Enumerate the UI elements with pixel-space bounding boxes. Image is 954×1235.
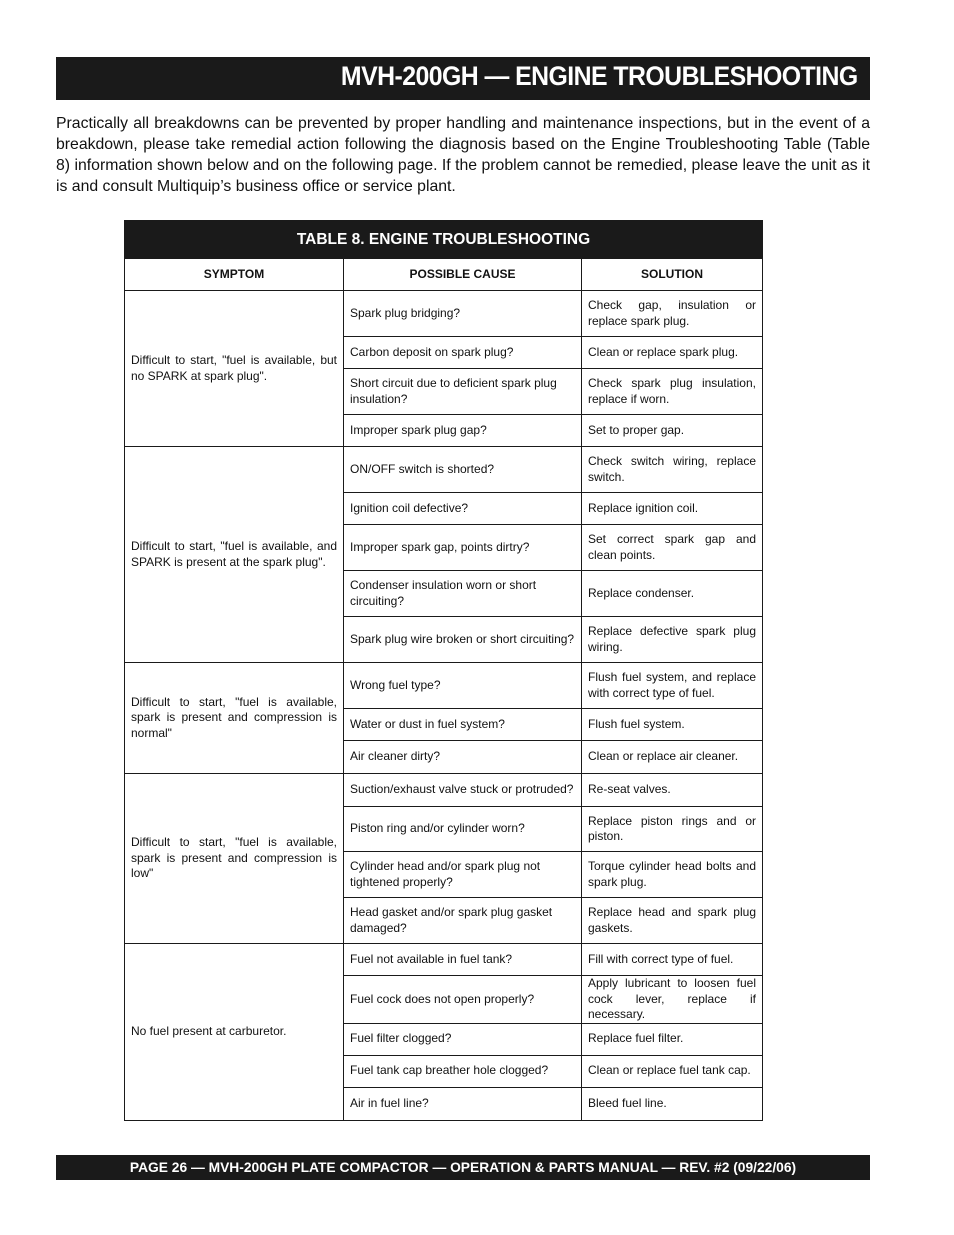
- solution-cell: Apply lubricant to loosen fuel cock lever, replace if necessary.: [582, 976, 763, 1024]
- page-title: MVH-200GH — ENGINE TROUBLESHOOTING: [341, 61, 858, 91]
- page-footer: PAGE 26 — MVH-200GH PLATE COMPACTOR — OPERATION & PARTS MANUAL — REV. #2 (09/22/06): [56, 1155, 870, 1180]
- symptom-cell: Difficult to start, "fuel is available, spark is present and compression is normal": [125, 663, 344, 774]
- symptom-cell: Difficult to start, "fuel is available, and SPARK is present at the spark plug".: [125, 447, 344, 663]
- cause-cell: Suction/exhaust valve stuck or protruded?: [344, 774, 582, 807]
- solution-cell: Flush fuel system, and replace with correct type of fuel.: [582, 663, 763, 709]
- cause-cell: Fuel cock does not open properly?: [344, 976, 582, 1024]
- cause-cell: Fuel tank cap breather hole clogged?: [344, 1055, 582, 1087]
- solution-cell: Clean or replace fuel tank cap.: [582, 1055, 763, 1087]
- solution-cell: Flush fuel system.: [582, 709, 763, 741]
- cause-cell: Wrong fuel type?: [344, 663, 582, 709]
- cause-cell: Short circuit due to deficient spark plug insulation?: [344, 369, 582, 415]
- solution-cell: Clean or replace air cleaner.: [582, 741, 763, 774]
- solution-cell: Check gap, insulation or replace spark plug.: [582, 291, 763, 337]
- cause-cell: Ignition coil defective?: [344, 493, 582, 525]
- solution-cell: Replace condenser.: [582, 571, 763, 617]
- intro-paragraph: Practically all breakdowns can be prevented by proper handling and maintenance inspections, but in the event of a breakdown, please take remedial action following the diagnosis based on the Engine Troubleshooting Table (Table 8) information shown below and on the following page. If the problem cannot be remedied, please leave the unit as it is and consult Multiquip’s business office or service plant.: [56, 115, 870, 195]
- solution-cell: Torque cylinder head bolts and spark plug.: [582, 852, 763, 898]
- cause-cell: Condenser insulation worn or short circuiting?: [344, 571, 582, 617]
- column-header-symptom: SYMPTOM: [125, 259, 344, 291]
- table-row: [125, 447, 763, 493]
- solution-cell: Replace head and spark plug gaskets.: [582, 898, 763, 944]
- solution-cell: Replace fuel filter.: [582, 1023, 763, 1055]
- table-row: [125, 774, 763, 807]
- troubleshooting-table-container: [124, 220, 762, 1121]
- troubleshooting-table: [124, 220, 763, 1121]
- cause-cell: ON/OFF switch is shorted?: [344, 447, 582, 493]
- table-body: [125, 291, 763, 1121]
- page-title-bar: [56, 57, 870, 100]
- cause-cell: Improper spark gap, points dirtry?: [344, 525, 582, 571]
- solution-cell: Replace piston rings and or piston.: [582, 807, 763, 852]
- cause-cell: Water or dust in fuel system?: [344, 709, 582, 741]
- table-row: [125, 944, 763, 976]
- symptom-cell: Difficult to start, "fuel is available, spark is present and compression is low": [125, 774, 344, 944]
- solution-cell: Set to proper gap.: [582, 415, 763, 447]
- solution-cell: Check spark plug insulation, replace if worn.: [582, 369, 763, 415]
- solution-cell: Check switch wiring, replace switch.: [582, 447, 763, 493]
- symptom-cell: No fuel present at carburetor.: [125, 944, 344, 1121]
- symptom-cell: Difficult to start, "fuel is available, but no SPARK at spark plug".: [125, 291, 344, 447]
- solution-cell: Fill with correct type of fuel.: [582, 944, 763, 976]
- column-header-solution: SOLUTION: [582, 259, 763, 291]
- cause-cell: Head gasket and/or spark plug gasket damaged?: [344, 898, 582, 944]
- cause-cell: Air in fuel line?: [344, 1087, 582, 1120]
- table-row: [125, 291, 763, 337]
- column-header-possible-cause: POSSIBLE CAUSE: [344, 259, 582, 291]
- cause-cell: Cylinder head and/or spark plug not tightened properly?: [344, 852, 582, 898]
- table-title: TABLE 8. ENGINE TROUBLESHOOTING: [125, 221, 763, 259]
- table-row: [125, 663, 763, 709]
- cause-cell: Spark plug bridging?: [344, 291, 582, 337]
- cause-cell: Improper spark plug gap?: [344, 415, 582, 447]
- solution-cell: Re-seat valves.: [582, 774, 763, 807]
- solution-cell: Replace ignition coil.: [582, 493, 763, 525]
- cause-cell: Fuel not available in fuel tank?: [344, 944, 582, 976]
- solution-cell: Bleed fuel line.: [582, 1087, 763, 1120]
- cause-cell: Air cleaner dirty?: [344, 741, 582, 774]
- cause-cell: Spark plug wire broken or short circuiting?: [344, 617, 582, 663]
- solution-cell: Clean or replace spark plug.: [582, 337, 763, 369]
- solution-cell: Replace defective spark plug wiring.: [582, 617, 763, 663]
- cause-cell: Piston ring and/or cylinder worn?: [344, 807, 582, 852]
- cause-cell: Fuel filter clogged?: [344, 1023, 582, 1055]
- solution-cell: Set correct spark gap and clean points.: [582, 525, 763, 571]
- cause-cell: Carbon deposit on spark plug?: [344, 337, 582, 369]
